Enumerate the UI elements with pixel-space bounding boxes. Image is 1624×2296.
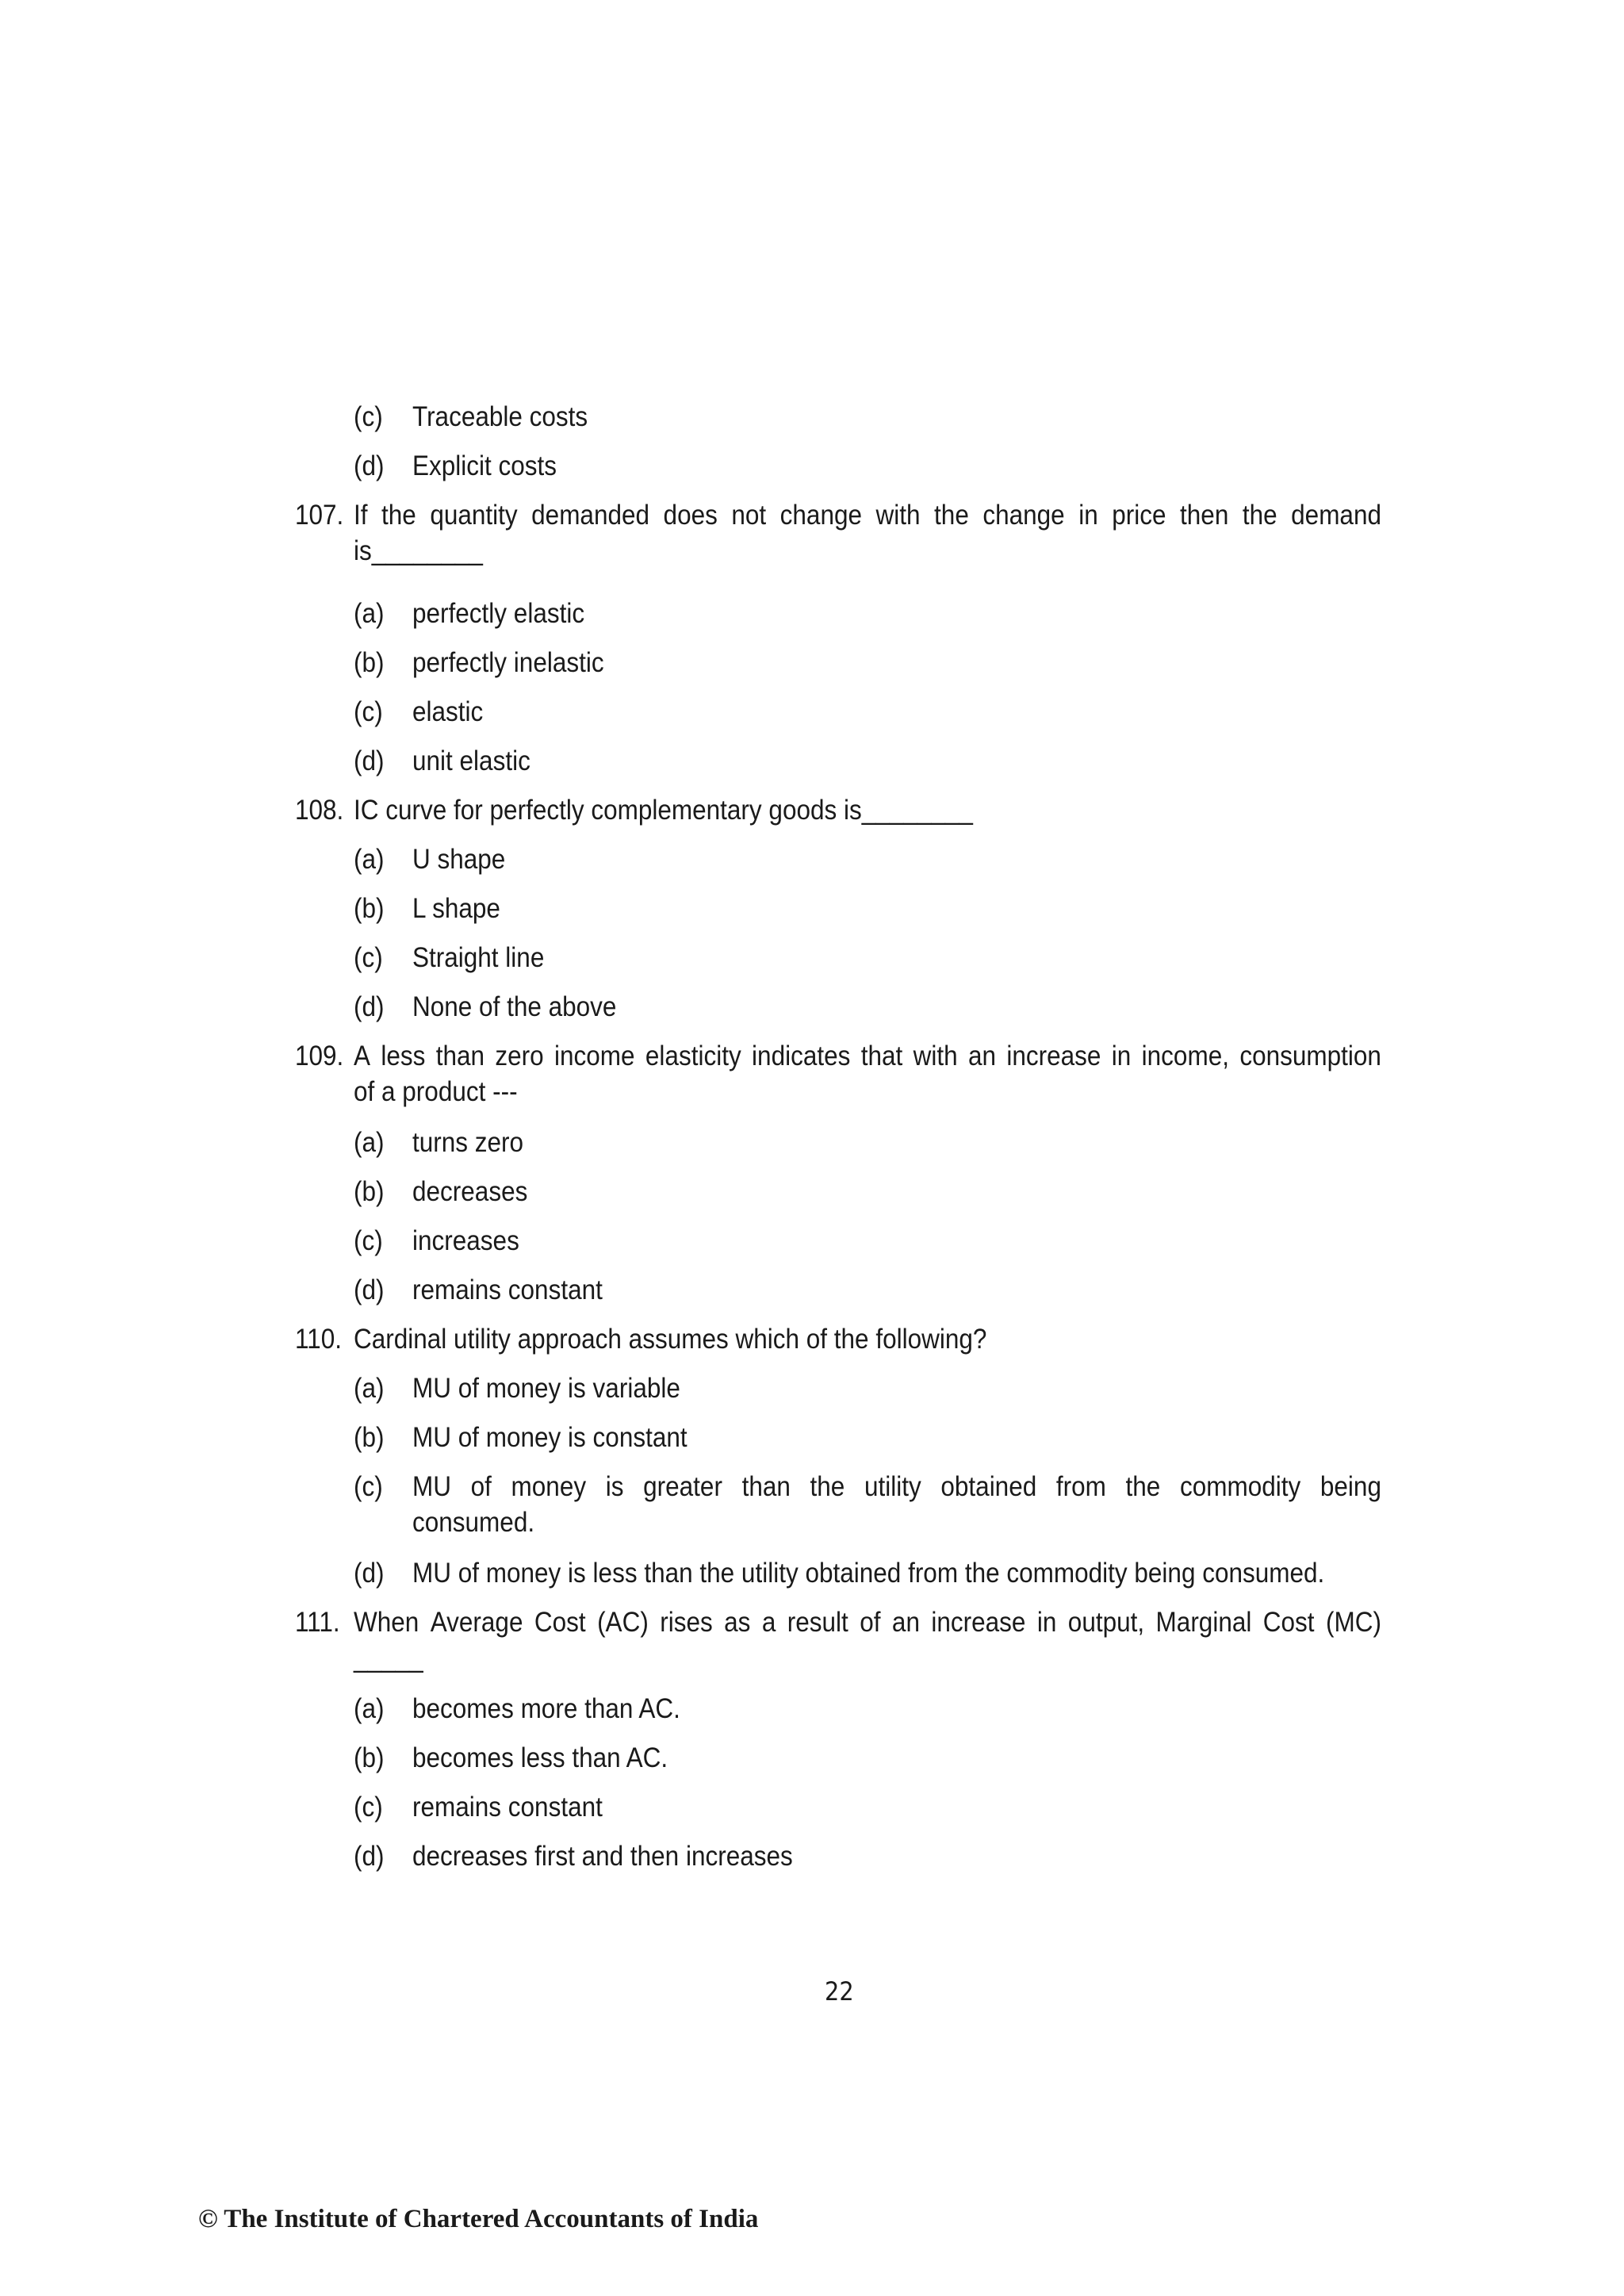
question-number: 107.: [295, 500, 344, 531]
word: the: [810, 1471, 845, 1502]
option-letter: (b): [354, 1176, 385, 1207]
word: of: [470, 1471, 492, 1502]
option-text: elastic: [412, 696, 484, 727]
word: If: [354, 500, 368, 531]
option-letter: (b): [354, 1422, 385, 1453]
option-letter: (d): [354, 746, 385, 776]
option-text: [412, 1469, 1381, 1505]
option-letter: (a): [354, 1373, 385, 1404]
word: the: [934, 500, 969, 531]
word: When: [354, 1607, 419, 1638]
word: A: [354, 1041, 371, 1071]
question-text: [354, 497, 1381, 534]
option-letter: (a): [354, 844, 385, 875]
option-text: remains constant: [412, 1792, 603, 1823]
option-letter: (b): [354, 1742, 385, 1773]
word: utility: [864, 1471, 921, 1502]
page-number: 22: [825, 1976, 854, 2007]
word: quantity: [430, 500, 518, 531]
question-text-continued: of a product ---: [354, 1076, 518, 1107]
option-letter: (b): [354, 647, 385, 678]
option-text: MU of money is variable: [412, 1373, 680, 1404]
option-text: increases: [412, 1225, 519, 1256]
option-letter: (b): [354, 893, 385, 924]
word: not: [731, 500, 767, 531]
word: the: [381, 500, 416, 531]
option-text: Traceable costs: [412, 401, 588, 432]
option-letter: (d): [354, 450, 385, 481]
word: from: [1055, 1471, 1106, 1502]
question-number: 108.: [295, 795, 344, 826]
question-text-continued: _____: [354, 1642, 423, 1673]
word: in: [1036, 1607, 1057, 1638]
option-letter: (d): [354, 1841, 385, 1872]
word: income,: [1141, 1041, 1229, 1071]
word: an: [891, 1607, 920, 1638]
option-text: perfectly inelastic: [412, 647, 604, 678]
option-letter: (a): [354, 598, 385, 629]
word: rises: [660, 1607, 713, 1638]
option-text: None of the above: [412, 991, 617, 1022]
word: than: [435, 1041, 485, 1071]
word: is: [605, 1471, 624, 1502]
option-text-continued: consumed.: [412, 1507, 535, 1538]
option-text: decreases: [412, 1176, 528, 1207]
word: in: [1078, 500, 1098, 531]
word: consumption: [1239, 1041, 1381, 1071]
word: result: [787, 1607, 848, 1638]
word: with: [875, 500, 921, 531]
word: the: [1242, 500, 1277, 531]
word: (AC): [597, 1607, 649, 1638]
word: indicates: [752, 1041, 851, 1071]
word: that: [860, 1041, 903, 1071]
copyright-footer: © The Institute of Chartered Accountants of India: [198, 2205, 759, 2233]
question-text: [354, 1038, 1381, 1075]
word: commodity: [1179, 1471, 1301, 1502]
option-letter: (d): [354, 1274, 385, 1305]
question-number: 111.: [295, 1607, 340, 1638]
word: Cost: [1262, 1607, 1315, 1638]
word: (MC): [1325, 1607, 1381, 1638]
option-text: becomes more than AC.: [412, 1693, 680, 1724]
option-letter: (c): [354, 1225, 383, 1256]
word: Marginal: [1155, 1607, 1252, 1638]
option-letter: (d): [354, 991, 385, 1022]
option-text: Explicit costs: [412, 450, 557, 481]
option-letter: (c): [354, 942, 383, 973]
question-number: 110.: [295, 1324, 342, 1355]
word: being: [1320, 1471, 1381, 1502]
word: demand: [1291, 500, 1381, 531]
option-letter: (c): [354, 401, 383, 432]
word: an: [967, 1041, 997, 1071]
option-text: decreases first and then increases: [412, 1841, 793, 1872]
word: price: [1112, 500, 1166, 531]
option-text: turns zero: [412, 1127, 524, 1158]
option-text: perfectly elastic: [412, 598, 585, 629]
option-text: Straight line: [412, 942, 545, 973]
word: obtained: [940, 1471, 1037, 1502]
option-text: MU of money is less than the utility obtained from the commodity being consumed.: [412, 1558, 1325, 1589]
option-letter: (d): [354, 1558, 385, 1589]
option-text: L shape: [412, 893, 500, 924]
word: MU: [412, 1471, 451, 1502]
option-letter: (c): [354, 1792, 383, 1823]
word: than: [741, 1471, 791, 1502]
word: as: [724, 1607, 751, 1638]
word: Average: [430, 1607, 523, 1638]
word: increase: [1006, 1041, 1101, 1071]
word: with: [913, 1041, 958, 1071]
word: then: [1180, 500, 1229, 531]
option-text: unit elastic: [412, 746, 530, 776]
option-text: U shape: [412, 844, 506, 875]
word: in: [1111, 1041, 1132, 1071]
word: income: [554, 1041, 635, 1071]
option-text: becomes less than AC.: [412, 1742, 668, 1773]
word: money: [511, 1471, 587, 1502]
option-letter: (a): [354, 1127, 385, 1158]
question-text: [354, 1604, 1381, 1641]
option-letter: (c): [354, 696, 383, 727]
word: change: [982, 500, 1065, 531]
option-text: remains constant: [412, 1274, 603, 1305]
question-text: Cardinal utility approach assumes which of the following?: [354, 1324, 987, 1355]
word: elasticity: [645, 1041, 741, 1071]
word: increase: [931, 1607, 1026, 1638]
word: does: [663, 500, 718, 531]
question-number: 109.: [295, 1041, 344, 1071]
word: Cost: [534, 1607, 586, 1638]
question-text: IC curve for perfectly complementary goods is________: [354, 795, 973, 826]
option-letter: (a): [354, 1693, 385, 1724]
word: demanded: [531, 500, 650, 531]
question-text-continued: is________: [354, 535, 483, 566]
word: of: [860, 1607, 881, 1638]
option-text: MU of money is constant: [412, 1422, 688, 1453]
word: a: [761, 1607, 776, 1638]
word: change: [779, 500, 863, 531]
word: the: [1125, 1471, 1161, 1502]
word: greater: [643, 1471, 722, 1502]
word: zero: [495, 1041, 544, 1071]
word: output,: [1067, 1607, 1145, 1638]
option-letter: (c): [354, 1471, 383, 1502]
word: less: [381, 1041, 426, 1071]
